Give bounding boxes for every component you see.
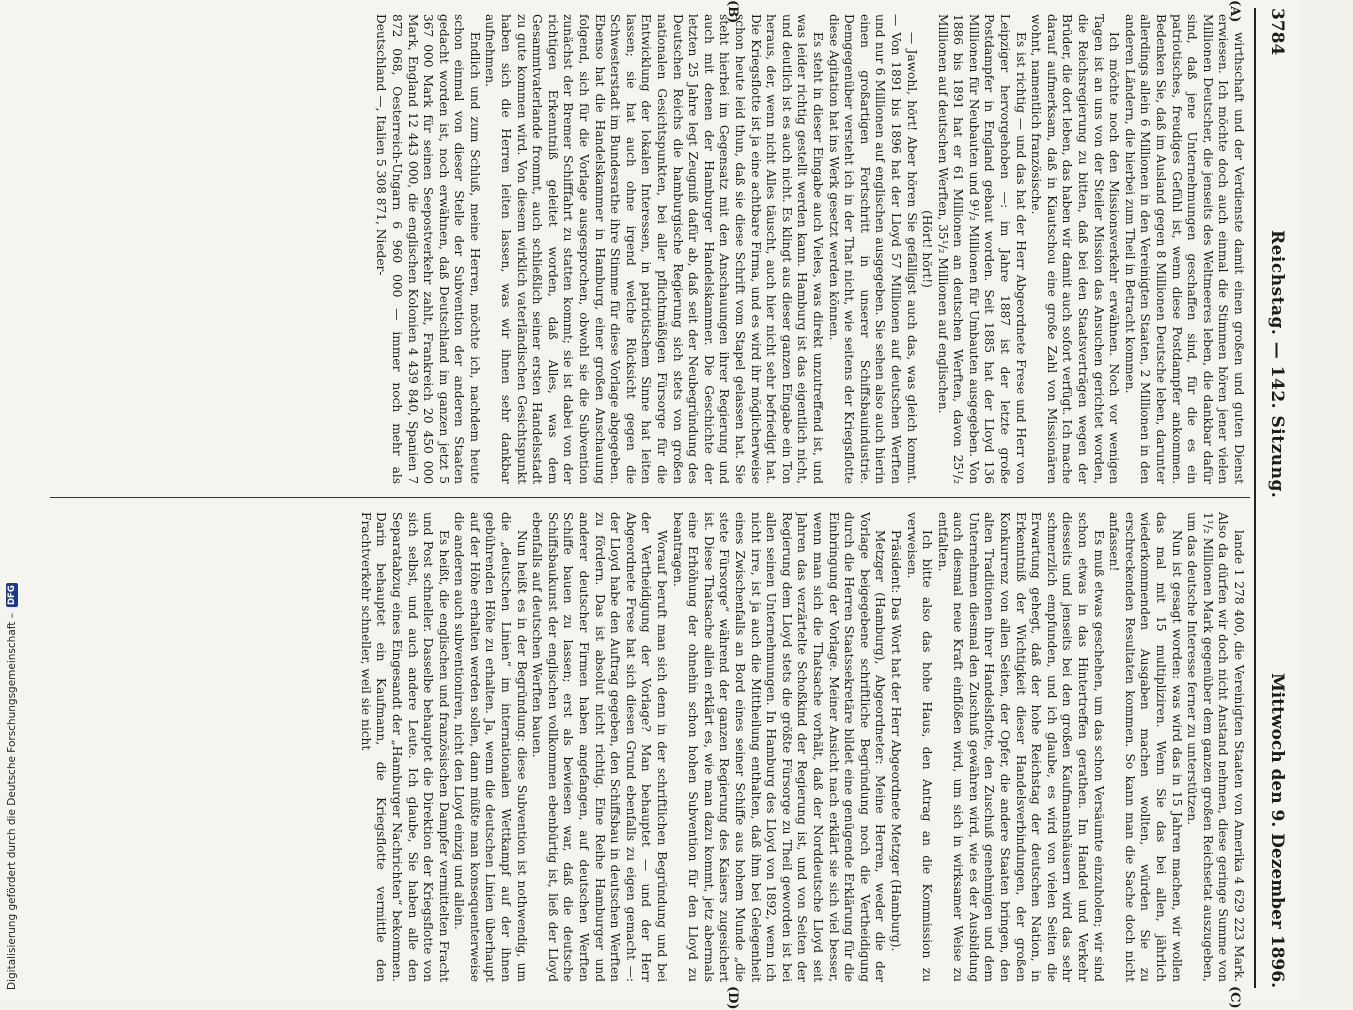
paragraph: Es heißt, die englischen und französischen Dampfer vermittelten Fracht und Post schneller. Dasselbe behauptet die Direktion der Kriegsflotte von sich selbst, und auch andere Leute. Ich glaube, Sie haben alle den Separatabzug eines Eingesandt der „Hamburger Nachrichten“ bekommen. Darin behauptet ein Kaufmann, die Kriegsflotte vermittle den Frachtverkehr schneller, weil sie nicht bbox=[358, 512, 451, 982]
text-column-right bbox=[56, 512, 1246, 982]
paragraph: wirthschaft und der Verdienste damit einen großen und guten Dienst erwiesen. Ich möchte doch auch einmal die Stimmen hören jener vielen Millionen Deutscher, die jenseits des Weltmeeres leben, die dankbar dafür sind, daß jene Unternehmungen geschaffen sind, für die es ein patriotisches, freudiges Gefühl ist, wenn diese Postdampfer ankommen. Bedenken Sie, daß im Ausland gegen 8 Millionen Deutsche leben, darunter allerdings allein 6 Millionen in den Vereinigten Staaten, 2 Millionen in den anderen Ländern, die hierbei zum Theil in Betracht kommen. bbox=[1122, 14, 1246, 484]
paragraph: Es steht in dieser Eingabe auch Vieles, was direkt unzutreffend ist, und was leider richtig gestellt werden kann. Hamburg ist das eigentlich nicht, und deutlich ist es auch nicht. Es klingt aus dieser ganzen Eingabe ein Ton heraus, der, wenn nicht Alles täuscht, auch hier nicht sehr befriedigt hat. Die Kriegsflotte ist ja eine achtbare Firma, und es wird ihr möglicherweise schon heute leid thun, daß sie diese Schrift vom Stapel gelassen hat. Sie steht hierbei im Gegensatz mit den Anschauungen ihrer Regierung und auch mit denen der Hamburger Handelskammer. Die Geschichte der letzten 25 Jahre legt Zeugniß dafür ab, daß seit der Neubegründung des Deutschen Reichs die hamburgische Regierung sich stets von großen nationalen Gesichtspunkten, bei aller pflichtmäßigen Fürsorge für die Entwicklung der lokalen Interessen, in patriotischem Sinne hat leiten lassen; sie hat auch ohne irgend welche Rücksicht gegen die Schwesterstadt im Bundesrathe ihre Stimme für diese Vorlage abgegeben. Ebenso hat die Handelskammer in Hamburg, einer großen Anschauung folgend, sich für die Vorlage ausgesprochen, obwohl sie die Subvention zunächst der Bremer Schifffahrt zu statten kommt; sie ist dabei von der richtigen Erkenntniß geleitet worden, daß Alles, was dem Gesammtvaterlande frommt, auch schließlich seiner ersten Handelsstadt zu gute kommen wird. Von diesem wirklich vaterländischen Gesichtspunkt haben sich die Herren leiten lassen, was wir ihnen sehr dankbar aufnehmen. bbox=[483, 14, 825, 484]
paragraph: (Hört! hört!) bbox=[920, 210, 935, 288]
margin-marker-b: (B) bbox=[725, 0, 740, 24]
credit-text: Digitalisierung gefördert durch die Deutsche Forschungsgemeinschaft – bbox=[6, 613, 18, 990]
paragraph: Worauf beruft man sich denn in der schriftlichen Begründung und bei der Vertheidigung der Vorlage? Man behauptet — und der Herr Abgeordnete Frese hat sich diesen Grund ebenfalls zu eigen gemacht —: der Lloyd habe den Auftrag gegeben, den Schiffsbau in deutschen Werften zu fördern. Das ist absolut nicht richtig. Eine Reihe Hamburger und anderer deutscher Firmen haben angefangen, auf deutschen Werften Schiffe bauen zu lassen; erst als bewiesen war, daß die deutsche Schiffsbaukunst der englischen vollkommen ebenbürtig ist, ließ der Lloyd ebenfalls auf deutschen Werften bauen. bbox=[530, 512, 670, 982]
column-divider bbox=[50, 497, 1250, 498]
margin-marker-c: (C) bbox=[1227, 986, 1242, 1009]
paragraph: — Jawohl, hört! Aber hören Sie gefälligst auch das, was gleich kommt. — Von 1891 bis 1896 hat der Lloyd 57 Millionen auf deutschen Werften und nur 6 Millionen auf englischen ausgegeben. Sie sehen also auch hierin einen großartigen Fortschritt in unserer Schiffsbauindustrie. Demgegenüber versteht ich in der That nicht, wie seitens der Kriegsflotte diese Agitation hat ins Werk gesetzt werden können. bbox=[826, 14, 919, 484]
paragraph: Ich bitte also das hohe Haus, den Antrag an die Kommission zu verweisen. bbox=[904, 512, 935, 982]
paragraph: Nun ist gesagt worden: was wird das in 15 Jahren machen, wir wollen das mal mit 15 multipliziren. Wenn Sie das bei allen, jährlich wiederkommenden Ausgaben machen wollten, würden Sie zu erschreckenden Resultaten kommen. So kann man die Sache doch nicht anfassen! bbox=[1107, 512, 1184, 982]
paragraph: Endlich und zum Schluß, meine Herren, möchte ich, nachdem heute schon einmal von dieser Stelle der Subvention der anderen Staaten gedacht worden ist, noch erwähnen, daß Deutschland im ganzen jetzt 5 367 000 Mark für seinen Seepostverkehr zahlt, Frankreich 20 450 000 Mark, England 12 443 000, die englischen Kolonien 4 439 840, Spanien 7 872 068, Oesterreich-Ungarn 6 960 000 — immer noch mehr als Deutschland —, Italien 5 308 871, Nieder- bbox=[374, 14, 482, 484]
dfg-logo: DFG bbox=[7, 585, 17, 606]
session-date: Mittwoch den 9. Dezember 1896. bbox=[1267, 672, 1287, 988]
paragraph: Präsident: Das Wort hat der Herr Abgeordnete Metzger (Hamburg). bbox=[888, 530, 903, 952]
page-title: Reichstag. — 142. Sitzung. bbox=[1267, 229, 1287, 499]
paragraph: Nun heißt es in der Begründung: diese Subvention ist nothwendig, um die „deutschen Linien“ im internationalen Wettkampf auf der ihnen gebührenden Höhe zu erhalten. Ja, wenn die deutschen Linien überhaupt auf der Höhe erhalten werden sollen, dann müßte man konsequenterweise die anderen auch subventioniren, nicht den Lloyd einzig und allein. bbox=[452, 512, 529, 982]
header-rule bbox=[1254, 8, 1256, 988]
text-column-left bbox=[56, 14, 1246, 484]
paragraph: lande 1 278 400, die Vereinigten Staaten von Amerika 4 629 223 Mark. Also da dürfen wir doch nicht Anstand nehmen, diese geringe Summe von 1¹/₂ Millionen Mark gegenüber dem ganzen großen Reichsetat auszugeben, um das deutsche Interesse ferner zu unterstützen. bbox=[1185, 512, 1246, 982]
margin-marker-a: (A) bbox=[1227, 0, 1242, 23]
margin-marker-d: (D) bbox=[725, 986, 740, 1010]
paragraph: Metzger (Hamburg), Abgeordneter: Meine Herren, weder die der Vorlage beigegebene schriftliche Begründung noch die Vertheidigung durch die Herren Staatssekretäre bildet eine genügende Erklärung für die Einbringung der Vorlage. Meiner Ansicht nach erklärt sie sich viel besser, wenn man sich die Thatsache vorhält, daß der Norddeutsche Lloyd seit Jahren das verzärtelte Schoßkind der Regierung ist, und von Seiten der Regierung dem Lloyd stets die größte Fürsorge zu Theil geworden ist bei allen seinen Unternehmungen. In Hamburg des Lloyd von 1892, wenn ich nicht irre, ist ja auch die Mittheilung enthalten, daß ihm bei Gelegenheit eines Zwischenfalls an Bord eines seiner Schiffe aus hohem Munde „die stete Fürsorge“ während der ganzen Regierung des Kaisers zugesichert ist. Diese Thatsache allein erklärt es, wie man dazu kommt, jetz abermals eine Erhöhung der ohnehin schon hohen Subvention für den Lloyd zu beantragen. bbox=[670, 512, 888, 982]
paragraph: Es muß etwas geschehen, um das schon Versäumte einzuholen; wir sind schon etwas in das Hintertreffen gerathen. Im Handel und Verkehr diesseits und jenseits bei den großen Kaufmannshäusern wird das sehr schmerzlich empfunden, und ich glaube, es wird von vielen Seiten die Erwartung gehegt, daß der hohe Reichstag der deutschen Nation, in Erkenntniß der Wichtigkeit dieser Handelsverbindungen, der großen Konkurrenz von allen Seiten, der Opfer, die andere Staaten bringen, den alten Traditionen ihrer Handelsflotte, den Zuschuß genehmigen und dem Unternehmen diesmal den Zuschuß gewähren wird, wie es der Ausbildung auch diesmal neue Kraft einflößen wird, um sich in wirksamer Weise zu entfalten. bbox=[935, 512, 1106, 982]
page-header bbox=[1262, 8, 1292, 988]
paragraph: Es ist richtig — und das hat der Herr Abgeordnete Frese und Herr von Leipziger hervorgehoben —: im Jahre 1887 ist der letzte große Postdampfer in England gebaut worden. Seit 1885 hat der Lloyd 136 Millionen für Neubauten und 9¹/₂ Millionen für Umbauten ausgegeben. Von 1886 bis 1891 hat er 61 Millionen an deutschen Werften, davon 25¹/₂ Millionen auf deutschen Werften, 35¹/₂ Millionen auf englischen. bbox=[935, 14, 1028, 484]
digitization-credit bbox=[2, 585, 22, 990]
paragraph: Ich möchte noch den Missionsverkehr erwähnen. Noch vor wenigen Tagen ist an uns von der Steiler Mission das Ansuchen gerichtet worden, die Reichsregierung zu bitten, daß bei den Staatsverträgen wegen der Brüder, die dort leben, das haben wir damit auch sofort verfügt. Ich mache darauf aufmerksam, daß in Kiautschou eine große Zahl von Missionären wohnt, namentlich französische. bbox=[1029, 14, 1122, 484]
page-number: 3784 bbox=[1267, 8, 1287, 56]
